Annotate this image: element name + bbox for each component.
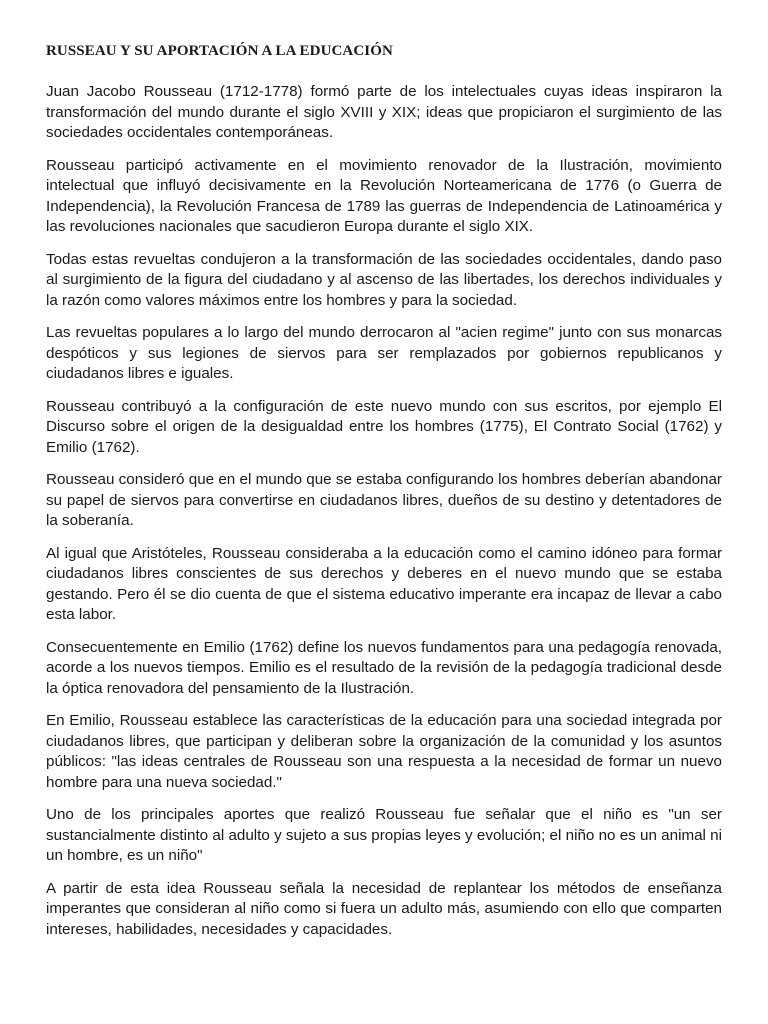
paragraph-1: Juan Jacobo Rousseau (1712-1778) formó parte de los intelectuales cuyas ideas inspiraron la transformación del mundo durante el siglo XVIII y XIX; ideas que propiciaron el surgimiento de las sociedades occidentales contemporáneas. — [46, 83, 722, 141]
paragraph-3: Todas estas revueltas condujeron a la transformación de las sociedades occidentales, dando paso al surgimiento de la figura del ciudadano y al ascenso de las libertades, los derechos individuales y la razón como valores máximos entre los hombres y para la sociedad. — [46, 250, 722, 309]
paragraph-10: Uno de los principales aportes que realizó Rousseau fue señalar que el niño es "un ser sustancialmente distinto al adulto y sujeto a sus propias leyes y evolución; el niño no es un animal ni un hombre, es un niño" — [46, 806, 722, 864]
paragraph-7: Al igual que Aristóteles, Rousseau consideraba a la educación como el camino idóneo para formar ciudadanos libres conscientes de sus derechos y deberes en el nuevo mundo que se estaba gestando. Pero él se dio cuenta de que el sistema educativo imperante era incapaz de llevar a cabo esta labor. — [46, 544, 722, 623]
paragraph-9: En Emilio, Rousseau establece las características de la educación para una sociedad integrada por ciudadanos libres, que participan y deliberan sobre la organización de la comunidad y los asuntos públicos: "las ideas centrales de Rousseau son una respuesta a la necesidad de formar un nuevo hombre para una nueva sociedad." — [46, 712, 722, 791]
paragraph-11: A partir de esta idea Rousseau señala la necesidad de replantear los métodos de enseñanza imperantes que consideran al niño como si fuera un adulto más, asumiendo con ello que comparten intereses, habilidades, necesidades y capacidades. — [46, 879, 722, 938]
paragraph-2: Rousseau participó activamente en el movimiento renovador de la Ilustración, movimiento intelectual que influyó decisivamente en la Revolución Norteamericana de 1776 (o Guerra de Independencia), la Revolución Francesa de 1789 las guerras de Independencia de Latinoamérica y las revoluciones nacionales que sacudieron Europa durante el siglo XIX. — [46, 156, 722, 235]
document-page — [46, 40, 722, 952]
paragraph-6: Rousseau consideró que en el mundo que se estaba configurando los hombres deberían abandonar su papel de siervos para convertirse en ciudadanos libres, dueños de su destino y detentadores de la soberanía. — [46, 471, 722, 529]
document-title: RUSSEAU Y SU APORTACIÓN A LA EDUCACIÓN — [46, 43, 393, 59]
paragraph-4: Las revueltas populares a lo largo del mundo derrocaron al "acien regime" junto con sus monarcas despóticos y sus legiones de siervos para ser remplazados por gobiernos republicanos y ciudadanos libres e iguales. — [46, 324, 722, 382]
paragraph-5: Rousseau contribuyó a la configuración de este nuevo mundo con sus escritos, por ejemplo El Discurso sobre el origen de la desigualdad entre los hombres (1775), El Contrato Social (1762) y Emilio (1762). — [46, 397, 722, 456]
paragraph-8: Consecuentemente en Emilio (1762) define los nuevos fundamentos para una pedagogía renovada, acorde a los nuevos tiempos. Emilio es el resultado de la revisión de la pedagogía tradicional desde la óptica renovadora del pensamiento de la Ilustración. — [46, 638, 722, 697]
